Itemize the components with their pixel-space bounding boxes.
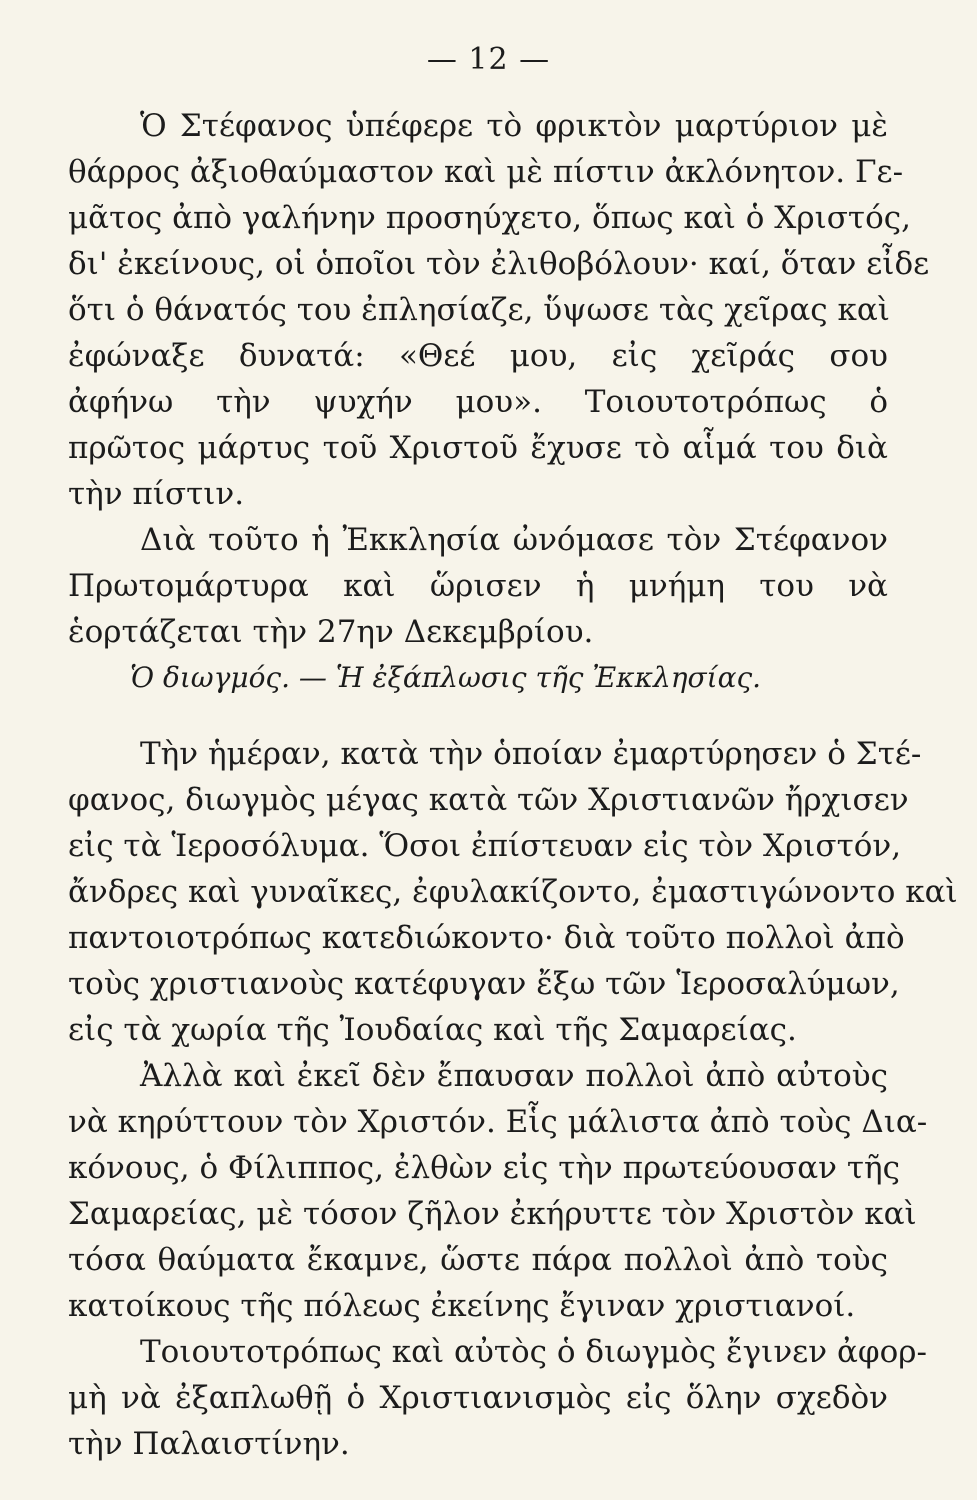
text-line: τὴν πίστιν. bbox=[68, 476, 245, 512]
text-line: ἑορτάζεται τὴν 27ην Δεκεμβρίου. bbox=[68, 614, 594, 650]
text-line: μᾶτος ἀπὸ γαλήνην προσηύχετο, ὅπως καὶ ὁ Χριστός, bbox=[68, 200, 911, 236]
text-line: ὅτι ὁ θάνατός του ἐπλησίαζε, ὕψωσε τὰς χεῖρας καὶ bbox=[68, 292, 890, 328]
text-line: φανος, διωγμὸς μέγας κατὰ τῶν Χριστιανῶν ἤρχισεν bbox=[68, 782, 909, 818]
text-line: παντοιοτρόπως κατεδιώκοντο· διὰ τοῦτο πολλοὶ ἀπὸ bbox=[68, 920, 905, 956]
text-line: μὴ νὰ ἐξαπλωθῇ ὁ Χριστιανισμὸς εἰς ὅλην σχεδὸν bbox=[68, 1380, 888, 1416]
text-line: ἀφήνω τὴν ψυχήν μου». Τοιουτοτρόπως ὁ bbox=[68, 384, 888, 420]
text-line: ἐφώναξε δυνατά: «Θεέ μου, εἰς χεῖράς σου bbox=[68, 338, 888, 374]
text-line: Σαμαρείας, μὲ τόσον ζῆλον ἐκήρυττε τὸν Χριστὸν καὶ bbox=[68, 1196, 917, 1232]
text-line: Τὴν ἡμέραν, κατὰ τὴν ὁποίαν ἐμαρτύρησεν ὁ Στέ- bbox=[140, 736, 922, 772]
text-line: τοὺς χριστιανοὺς κατέφυγαν ἔξω τῶν Ἱεροσαλύμων, bbox=[68, 966, 900, 1002]
text-line: Τοιουτοτρόπως καὶ αὐτὸς ὁ διωγμὸς ἔγινεν ἀφορ- bbox=[140, 1334, 927, 1370]
text-line: τὴν Παλαιστίνην. bbox=[68, 1426, 350, 1462]
text-line: Ὁ Στέφανος ὑπέφερε τὸ φρικτὸν μαρτύριον μὲ bbox=[140, 108, 888, 144]
text-line: Διὰ τοῦτο ἡ Ἐκκλησία ὠνόμασε τὸν Στέφανον bbox=[140, 522, 888, 558]
text-line: πρῶτος μάρτυς τοῦ Χριστοῦ ἔχυσε τὸ αἷμά του διὰ bbox=[68, 430, 888, 466]
text-line: νὰ κηρύττουν τὸν Χριστόν. Εἷς μάλιστα ἀπὸ τοὺς Δια- bbox=[68, 1104, 928, 1140]
section-heading: Ὁ διωγμός. — Ἡ ἐξάπλωσις τῆς Ἐκκλησίας. bbox=[130, 661, 762, 694]
text-line: Πρωτομάρτυρα καὶ ὥρισεν ἡ μνήμη του νὰ bbox=[68, 568, 888, 604]
text-line: ἄνδρες καὶ γυναῖκες, ἐφυλακίζοντο, ἐμαστιγώνοντο καὶ bbox=[68, 874, 958, 910]
text-line: κατοίκους τῆς πόλεως ἐκείνης ἔγιναν χριστιανοί. bbox=[68, 1288, 856, 1324]
page-number: — 12 — bbox=[426, 42, 551, 77]
text-line: τόσα θαύματα ἔκαμνε, ὥστε πάρα πολλοὶ ἀπὸ τοὺς bbox=[68, 1242, 888, 1278]
text-line: Ἀλλὰ καὶ ἐκεῖ δὲν ἔπαυσαν πολλοὶ ἀπὸ αὐτοὺς bbox=[140, 1058, 888, 1094]
text-line: θάρρος ἀξιοθαύμαστον καὶ μὲ πίστιν ἀκλόνητον. Γε- bbox=[68, 154, 904, 190]
text-line: εἰς τὰ Ἱεροσόλυμα. Ὅσοι ἐπίστευαν εἰς τὸν Χριστόν, bbox=[68, 828, 902, 864]
text-line: δι' ἐκείνους, οἱ ὁποῖοι τὸν ἐλιθοβόλουν· καί, ὅταν εἶδε bbox=[68, 246, 930, 282]
text-line: εἰς τὰ χωρία τῆς Ἰουδαίας καὶ τῆς Σαμαρείας. bbox=[68, 1012, 797, 1048]
text-line: κόνους, ὁ Φίλιππος, ἐλθὼν εἰς τὴν πρωτεύουσαν τῆς bbox=[68, 1150, 900, 1186]
